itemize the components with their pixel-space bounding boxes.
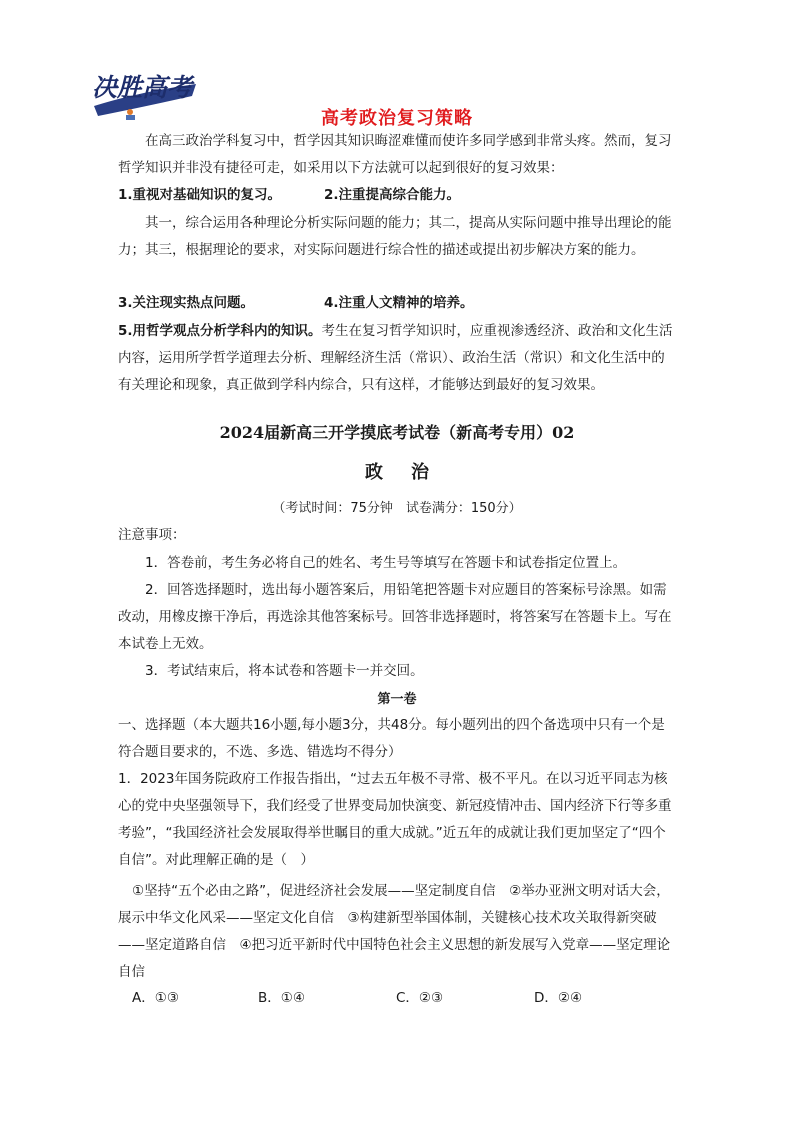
option-d[interactable]: D．②④: [534, 990, 583, 1006]
strategy-point-5-label: 5.用哲学观点分析学科内的知识。: [118, 323, 322, 339]
part-one-instructions: 一、选择题（本大题共16小题,每小题3分，共48分。每小题列出的四个备选项中只有一个是符合题目要求的，不选、多选、错选均不得分）: [118, 717, 665, 760]
note-2: 2．回答选择题时，选出每小题答案后，用铅笔把答题卡对应题目的答案标号涂黑。如需改动，用橡皮擦干净后，再选涂其他答案标号。回答非选择题时，将答案写在答题卡上。写在本试卷上无效。: [118, 582, 672, 652]
exam-title: 2024届新高三开学摸底考试卷（新高考专用）02: [219, 423, 575, 442]
question-1-options: [132, 986, 652, 1010]
strategy-point-4: 4.注重人文精神的培养。: [324, 295, 474, 311]
strategy-point-5-text: 考生在复习哲学知识时，应重视渗透经济、政治和文化生活内容，运用所学哲学道理去分析、理解经济生活（常识）、政治生活（常识）和文化生活中的有关理论和现象，真正做到学科内综合，只有这样，才能够达到最好的复习效果。: [118, 323, 673, 393]
note-1: 1．答卷前，考生务必将自己的姓名、考生号等填写在答题卡和试卷指定位置上。: [145, 555, 627, 571]
option-b[interactable]: B．①④: [258, 990, 305, 1006]
exam-subject: 政治: [365, 462, 457, 483]
exam-time: （考试时间：75分钟 试卷满分：150分）: [272, 501, 522, 516]
strategy-points-row-2: [118, 290, 678, 317]
notes-heading: 注意事项：: [118, 527, 186, 543]
strategy-title: 高考政治复习策略: [321, 108, 473, 129]
question-1-items: ①坚持“五个必由之路”，促进经济社会发展——坚定制度自信 ②举办亚洲文明对话大会，展示中华文化风采——坚定文化自信 ③构建新型举国体制，关键核心技术攻关取得新突破——坚定道路自信 ④把习近平新时代中国特色社会主义思想的新发展写入党章——坚定理论自信: [118, 883, 671, 980]
strategy-points-row-1: [118, 182, 678, 209]
note-3: 3．考试结束后，将本试卷和答题卡一并交回。: [145, 663, 424, 679]
section-title: 第一卷: [377, 692, 417, 707]
strategy-point-5: [118, 318, 678, 399]
question-1-stem: 1．2023年国务院政府工作报告指出，“过去五年极不寻常、极不平凡。在以习近平同志为核心的党中央坚强领导下，我们经受了世界变局加快演变、新冠疫情冲击、国内经济下行等多重考验”，“我国经济社会发展取得举世瞩目的重大成就。”近五年的成就让我们更加坚定了“四个自信”。对此理解正确的是（ ）: [118, 771, 672, 868]
strategy-intro: 在高三政治学科复习中，哲学因其知识晦涩难懂而使许多同学感到非常头疼。然而，复习哲学知识并非没有捷径可走，如采用以下方法就可以起到很好的复习效果：: [118, 133, 672, 176]
svg-text:决胜高考: 决胜高考: [92, 73, 193, 102]
option-a[interactable]: A．①③: [132, 990, 179, 1006]
strategy-point-1: 1.重视对基础知识的复习。: [118, 187, 282, 203]
strategy-point-3: 3.关注现实热点问题。: [118, 295, 255, 311]
strategy-detail: 其一，综合运用各种理论分析实际问题的能力；其二，提高从实际问题中推导出理论的能力；其三，根据理论的要求，对实际问题进行综合性的描述或提出初步解决方案的能力。: [118, 215, 672, 258]
option-c[interactable]: C．②③: [396, 990, 444, 1006]
strategy-point-2: 2.注重提高综合能力。: [324, 187, 461, 203]
